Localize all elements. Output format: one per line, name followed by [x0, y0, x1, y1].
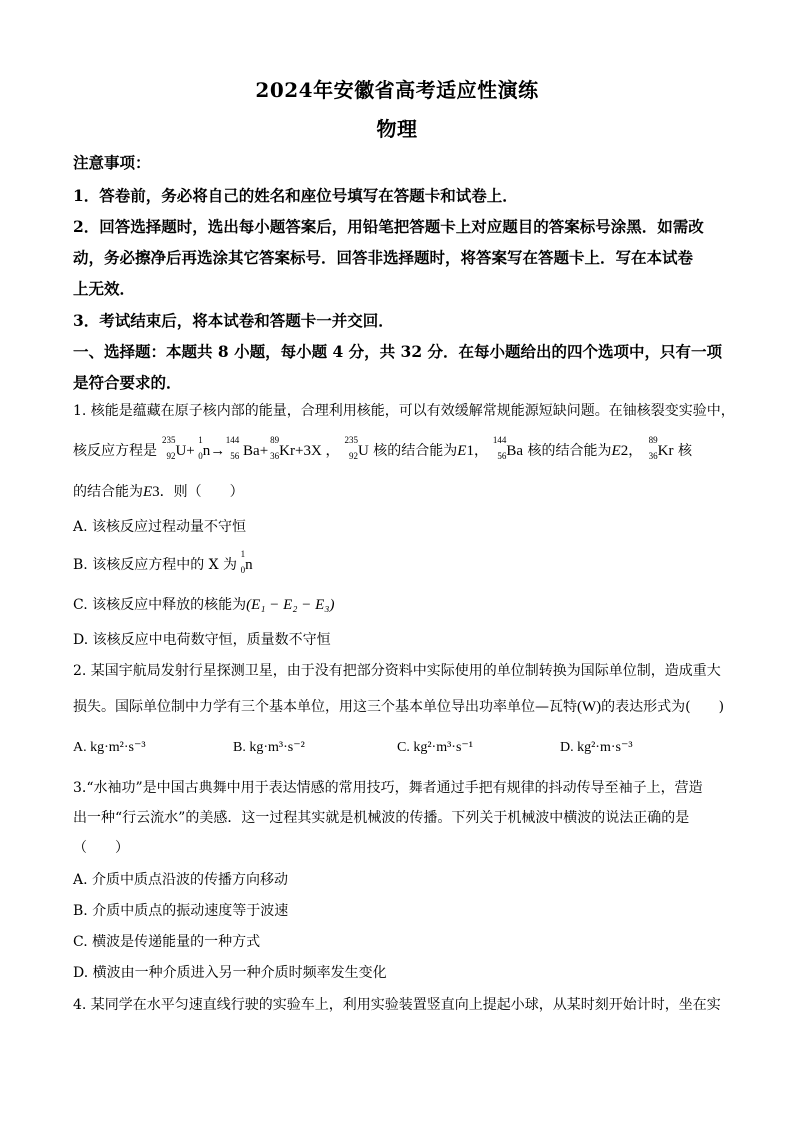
q1-option-d: D. 该核反应中电荷数守恒，质量数不守恒 [73, 632, 331, 648]
q3-option-d: D. 横波由一种介质进入另一种介质时频率发生变化 [73, 965, 387, 981]
q1-option-a: A. 该核反应过程动量不守恒 [73, 519, 247, 535]
kr89-isotope-ref: 89 36 [648, 435, 658, 461]
u235-isotope-ref: 235 92 [344, 435, 358, 461]
q2-option-c: C. kg²·m³·s⁻¹ [397, 740, 473, 755]
exam-subject: 物理 [376, 117, 418, 141]
section-1-heading-line-2: 是符合要求的． [73, 373, 182, 392]
q1-equation-line: 核反应方程是 235 92 U+ 1 0 n→ 144 56 Ba+ 89 36 Kr+3X ， 235 92 U 核的结合能为E1， 144 56 Ba 核的结合能为E2， 89 36 Kr 核 [73, 435, 692, 461]
q4-stem-line-1: 4. 某同学在水平匀速直线行驶的实验车上，利用实验装置竖直向上提起小球，从某时刻开始计时，坐在实 [73, 997, 721, 1013]
q3-stem-line-1: 3.“水袖功”是中国古典舞中用于表达情感的常用技巧，舞者通过手把有规律的抖动传导至袖子上，营造 [73, 780, 703, 796]
section-1-heading-line-1: 一、选择题：本题共 8 小题，每小题 4 分，共 32 分．在每小题给出的四个选项中，只有一项 [73, 342, 723, 361]
notice-item-2-line-3: 上无效． [73, 279, 136, 298]
q2-option-b: B. kg·m³·s⁻² [233, 740, 305, 755]
q3-option-a: A. 介质中质点沿波的传播方向移动 [73, 872, 289, 888]
notice-heading: 注意事项： [73, 153, 151, 172]
q1-option-b: B. 该核反应方程中的 X 为 1 0 n [73, 549, 253, 575]
q2-option-a: A. kg·m²·s⁻³ [73, 740, 146, 755]
q1-reaction-equation: 235 92 U+ 1 0 n→ 144 56 Ba+ 89 36 Kr+3X [161, 435, 322, 461]
q3-option-c: C. 横波是传递能量的一种方式 [73, 934, 261, 950]
u235-isotope: 235 92 [161, 435, 176, 461]
exam-title: 2024年安徽省高考适应性演练 [255, 78, 539, 102]
neutron-isotope: 1 0 [198, 435, 203, 461]
notice-item-2-line-2: 动，务必擦净后再选涂其它答案标号．回答非选择题时，将答案写在答题卡上．写在本试卷 [73, 248, 694, 267]
ba144-isotope: 144 56 [225, 435, 240, 461]
q2-stem-line-2: 损失。国际单位制中力学有三个基本单位，用这三个基本单位导出功率单位—瓦特(W)的表达形式为( ) [73, 699, 725, 715]
q1-lead: 核反应方程是 [73, 443, 157, 459]
notice-item-2-line-1: 2．回答选择题时，选出每小题答案后，用铅笔把答题卡上对应题目的答案标号涂黑．如需改 [73, 217, 704, 236]
q3-stem-line-2: 出一种“行云流水”的美感．这一过程其实就是机械波的传播。下列关于机械波中横波的说法正确的是 [73, 810, 690, 826]
q1-option-c: C. 该核反应中释放的核能为(E₁ − E₂ − E₃) [73, 597, 335, 613]
notice-item-3: 3．考试结束后，将本试卷和答题卡一并交回． [73, 311, 394, 330]
q2-stem-line-1: 2. 某国宇航局发射行星探测卫星，由于没有把部分资料中实际使用的单位制转换为国际单位制，造成重大 [73, 663, 721, 679]
q3-stem-line-3: （ ） [73, 840, 129, 856]
q3-option-b: B. 介质中质点的振动速度等于波速 [73, 903, 289, 919]
q1-stem-line-3: 的结合能为E3．则（ ） [73, 484, 244, 500]
q1-stem-line-1: 1. 核能是蕴藏在原子核内部的能量，合理利用核能，可以有效缓解常规能源短缺问题。在铀核裂变实验中， [73, 403, 735, 419]
notice-item-1: 1．答卷前，务必将自己的姓名和座位号填写在答题卡和试卷上． [73, 186, 518, 205]
ba144-isotope-ref: 144 56 [492, 435, 507, 461]
q2-option-d: D. kg²·m·s⁻³ [560, 740, 633, 755]
kr89-isotope: 89 36 [270, 435, 280, 461]
